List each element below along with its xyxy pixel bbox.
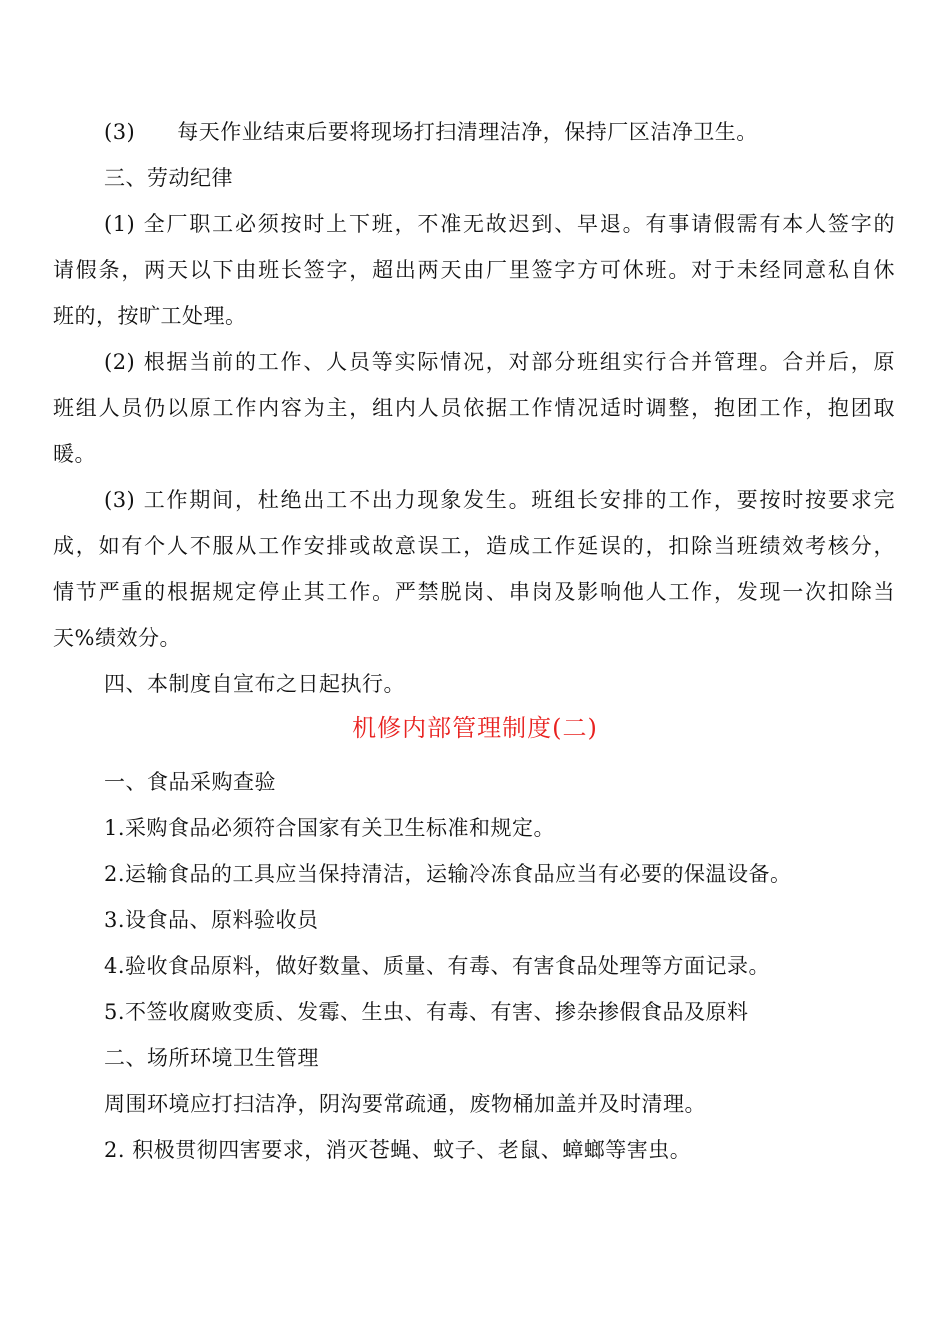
heading-labor-discipline: 三、劳动纪律 xyxy=(104,166,233,190)
heading-effective-date: 四、本制度自宣布之日起执行。 xyxy=(104,672,405,696)
food-item-1: 1.采购食品必须符合国家有关卫生标准和规定。 xyxy=(104,816,556,840)
labor-p2-line1: (2) 根据当前的工作、人员等实际情况，对部分班组实行合并管理。合并后，原 xyxy=(104,350,895,374)
heading-food-procurement: 一、食品采购查验 xyxy=(104,770,276,794)
food-item-4: 4.验收食品原料，做好数量、质量、有毒、有害食品处理等方面记录。 xyxy=(104,954,771,978)
item-text: 每天作业结束后要将现场打扫清理洁净，保持厂区洁净卫生。 xyxy=(177,120,758,144)
labor-p3-line3: 情节严重的根据规定停止其工作。严禁脱岗、串岗及影响他人工作，发现一次扣除当 xyxy=(53,580,895,604)
env-item-1: 周围环境应打扫洁净，阴沟要常疏通，废物桶加盖并及时清理。 xyxy=(104,1092,706,1116)
food-item-3: 3.设食品、原料验收员 xyxy=(104,908,319,932)
labor-p3-line4: 天%绩效分。 xyxy=(53,626,181,650)
labor-p2-line2: 班组人员仍以原工作内容为主，组内人员依据工作情况适时调整，抱团工作，抱团取 xyxy=(53,396,895,420)
labor-p1-line2: 请假条，两天以下由班长签字，超出两天由厂里签字方可休班。对于未经同意私自休 xyxy=(53,258,895,282)
heading-environment-hygiene: 二、场所环境卫生管理 xyxy=(104,1046,319,1070)
labor-p3-line2: 成，如有个人不服从工作安排或故意误工，造成工作延误的，扣除当班绩效考核分， xyxy=(53,534,895,558)
labor-p1-line1: (1) 全厂职工必须按时上下班，不准无故迟到、早退。有事请假需有本人签字的 xyxy=(104,212,895,236)
paragraph-item-3 xyxy=(104,118,758,146)
labor-p1-line3: 班的，按旷工处理。 xyxy=(53,304,247,328)
item-number: (3) xyxy=(104,120,136,144)
labor-p2-line3: 暖。 xyxy=(53,442,96,466)
food-item-5: 5.不签收腐败变质、发霉、生虫、有毒、有害、掺杂掺假食品及原料 xyxy=(104,1000,749,1024)
food-item-2: 2.运输食品的工具应当保持清洁，运输冷冻食品应当有必要的保温设备。 xyxy=(104,862,792,886)
labor-p3-line1: (3) 工作期间，杜绝出工不出力现象发生。班组长安排的工作，要按时按要求完 xyxy=(104,488,895,512)
env-item-2: 2. 积极贯彻四害要求，消灭苍蝇、蚊子、老鼠、蟑螂等害虫。 xyxy=(104,1138,692,1162)
document-title: 机修内部管理制度(二) xyxy=(352,714,598,742)
